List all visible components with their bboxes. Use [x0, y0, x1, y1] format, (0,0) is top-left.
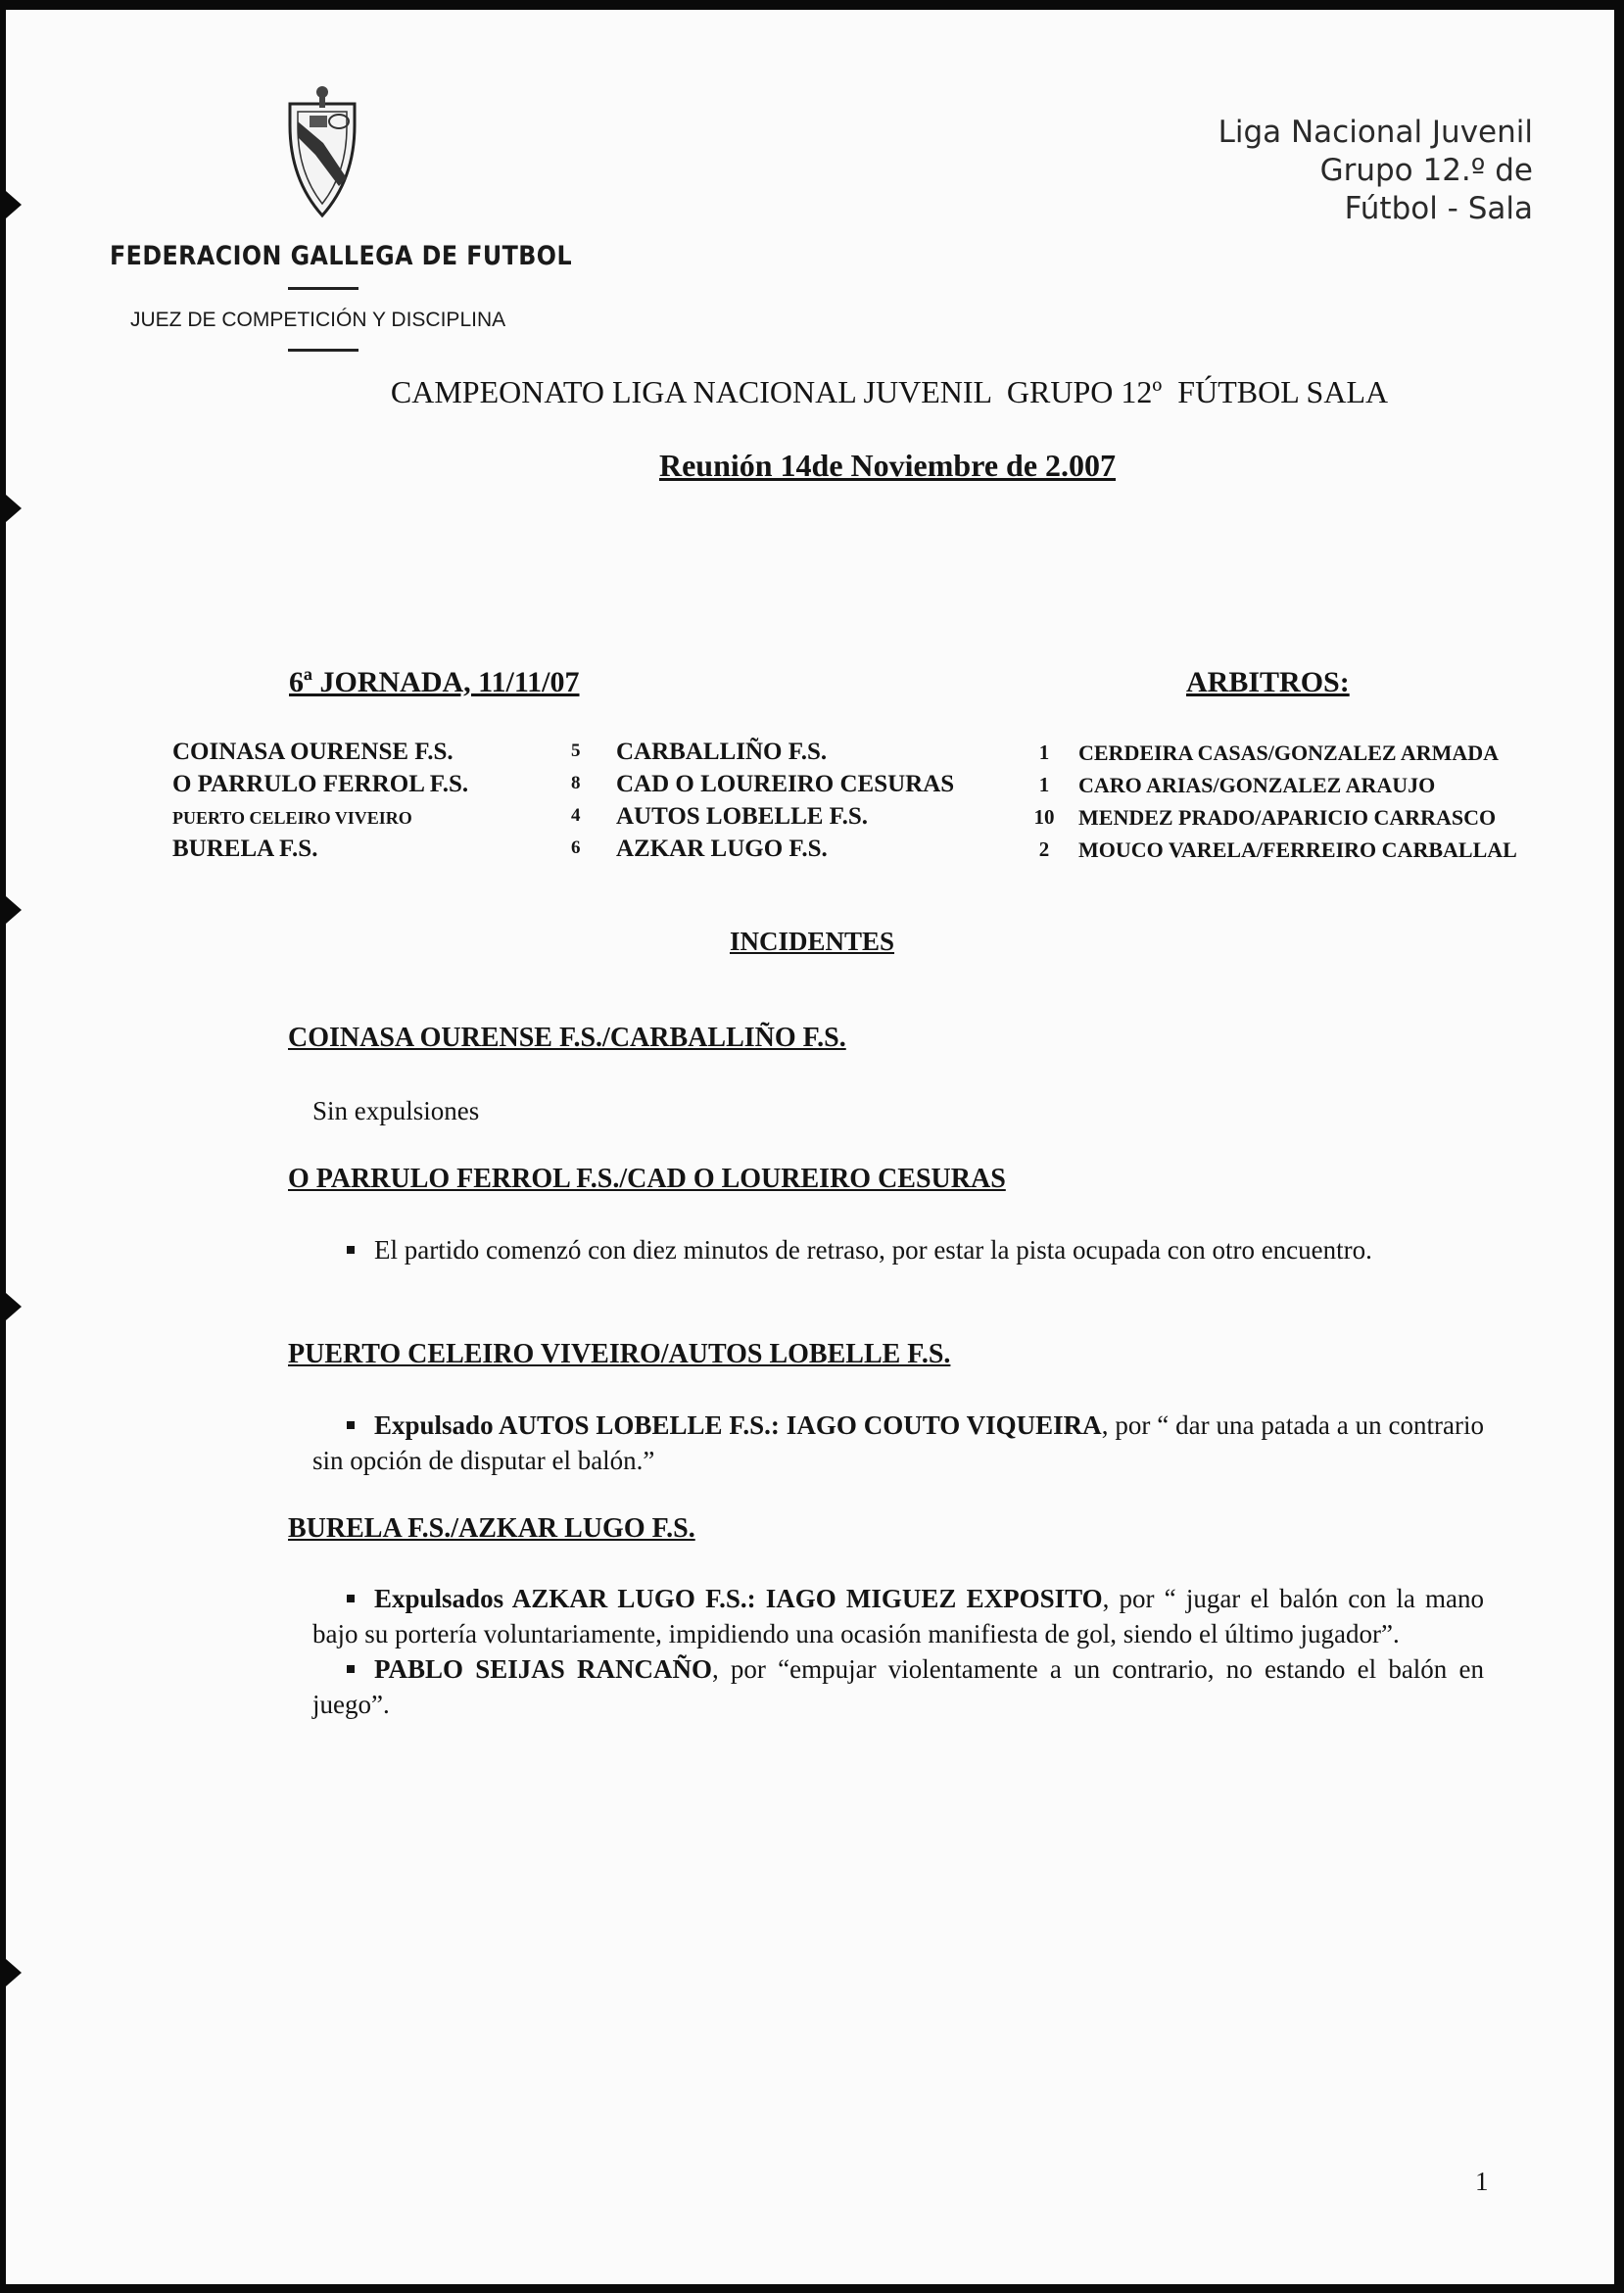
incident-description: , por “ dar una patada a un contrario sin opción de disputar el balón.”	[312, 1410, 1485, 1475]
incident-description: Sin expulsiones	[312, 1096, 480, 1125]
expulsion-player: Expulsados AZKAR LUGO F.S.: IAGO MIGUEZ EXPOSITO	[374, 1584, 1103, 1613]
meeting-date: Reunión 14de Noviembre de 2.007	[658, 448, 1117, 483]
incident-text	[312, 1093, 1484, 1128]
home-score: 4	[571, 805, 581, 826]
incident-description: , por “ jugar el balón con la mano bajo su portería voluntariamente, impidiendo una ocasión manifiesta de gol, siendo el último jugador”.	[312, 1584, 1484, 1648]
league-line: Fútbol - Sala	[1344, 191, 1533, 226]
referees-heading: ARBITROS:	[1186, 666, 1350, 698]
home-team: BURELA F.S.	[172, 836, 318, 862]
away-team: CAD O LOUREIRO CESURAS	[616, 771, 955, 797]
jornada-heading: 6ª JORNADA, 11/11/07	[289, 666, 580, 698]
league-label	[1218, 114, 1533, 228]
bullet-icon	[347, 1421, 355, 1429]
away-team: AUTOS LOBELLE F.S.	[616, 803, 869, 830]
bullet-icon	[347, 1246, 355, 1254]
home-team: O PARRULO FERROL F.S.	[172, 771, 469, 797]
department-name: JUEZ DE COMPETICIÓN Y DISCIPLINA	[130, 309, 506, 331]
divider	[288, 349, 358, 352]
divider	[288, 287, 358, 290]
document-page	[6, 10, 1614, 2284]
incident-text	[312, 1408, 1484, 1478]
incident-text	[312, 1581, 1484, 1722]
referees: MOUCO VARELA/FERREIRO CARBALLAL	[1078, 837, 1517, 862]
match-row	[6, 836, 1614, 868]
incident-description: El partido comenzó con diez minutos de retraso, por estar la pista ocupada con otro encuentro.	[374, 1235, 1372, 1265]
page-number: 1	[1475, 2167, 1489, 2196]
match-row	[6, 771, 1614, 803]
match-row	[6, 803, 1614, 836]
torn-edge	[6, 191, 22, 218]
league-line: Grupo 12.º de	[1319, 153, 1533, 188]
federation-name: FEDERACION GALLEGA DE FUTBOL	[110, 241, 573, 271]
torn-edge	[6, 1293, 22, 1320]
incident-text	[312, 1232, 1484, 1267]
bullet-icon	[347, 1595, 355, 1602]
incident-title: PUERTO CELEIRO VIVEIRO/AUTOS LOBELLE F.S.	[288, 1339, 951, 1369]
away-score: 2	[1038, 837, 1050, 861]
home-team: COINASA OURENSE F.S.	[172, 739, 454, 765]
torn-edge	[6, 495, 22, 522]
away-team: CARBALLIÑO F.S.	[616, 739, 828, 765]
federation-logo	[268, 76, 376, 233]
incident-title: BURELA F.S./AZKAR LUGO F.S.	[288, 1513, 695, 1544]
incident-title: O PARRULO FERROL F.S./CAD O LOUREIRO CESURAS	[288, 1164, 1006, 1194]
title-text: CAMPEONATO LIGA NACIONAL JUVENIL GRUPO 12º FÚTBOL SALA	[390, 374, 1389, 409]
league-line: Liga Nacional Juvenil	[1218, 115, 1533, 150]
away-team: AZKAR LUGO F.S.	[616, 836, 828, 862]
away-score: 1	[1038, 773, 1050, 796]
bullet-icon	[347, 1665, 355, 1673]
incident-description: , por “empujar violentamente a un contrario, no estando el balón en juego”.	[312, 1654, 1485, 1719]
referees: MENDEZ PRADO/APARICIO CARRASCO	[1078, 805, 1497, 830]
torn-edge	[6, 1959, 22, 1986]
home-team: PUERTO CELEIRO VIVEIRO	[172, 808, 412, 828]
expulsion-player: Expulsado AUTOS LOBELLE F.S.: IAGO COUTO VIQUEIRA	[374, 1410, 1102, 1440]
referees: CARO ARIAS/GONZALEZ ARAUJO	[1078, 773, 1436, 797]
incidents-heading: INCIDENTES	[729, 927, 895, 956]
home-score: 8	[571, 773, 581, 793]
away-score: 10	[1033, 805, 1055, 829]
home-score: 6	[571, 837, 581, 858]
torn-edge	[6, 896, 22, 924]
referees: CERDEIRA CASAS/GONZALEZ ARMADA	[1078, 740, 1500, 765]
home-score: 5	[571, 740, 581, 761]
expulsion-player: PABLO SEIJAS RANCAÑO	[374, 1654, 712, 1684]
incident-title: COINASA OURENSE F.S./CARBALLIÑO F.S.	[288, 1023, 846, 1053]
match-row	[6, 739, 1614, 771]
away-score: 1	[1038, 740, 1050, 764]
document-title	[6, 374, 1614, 410]
